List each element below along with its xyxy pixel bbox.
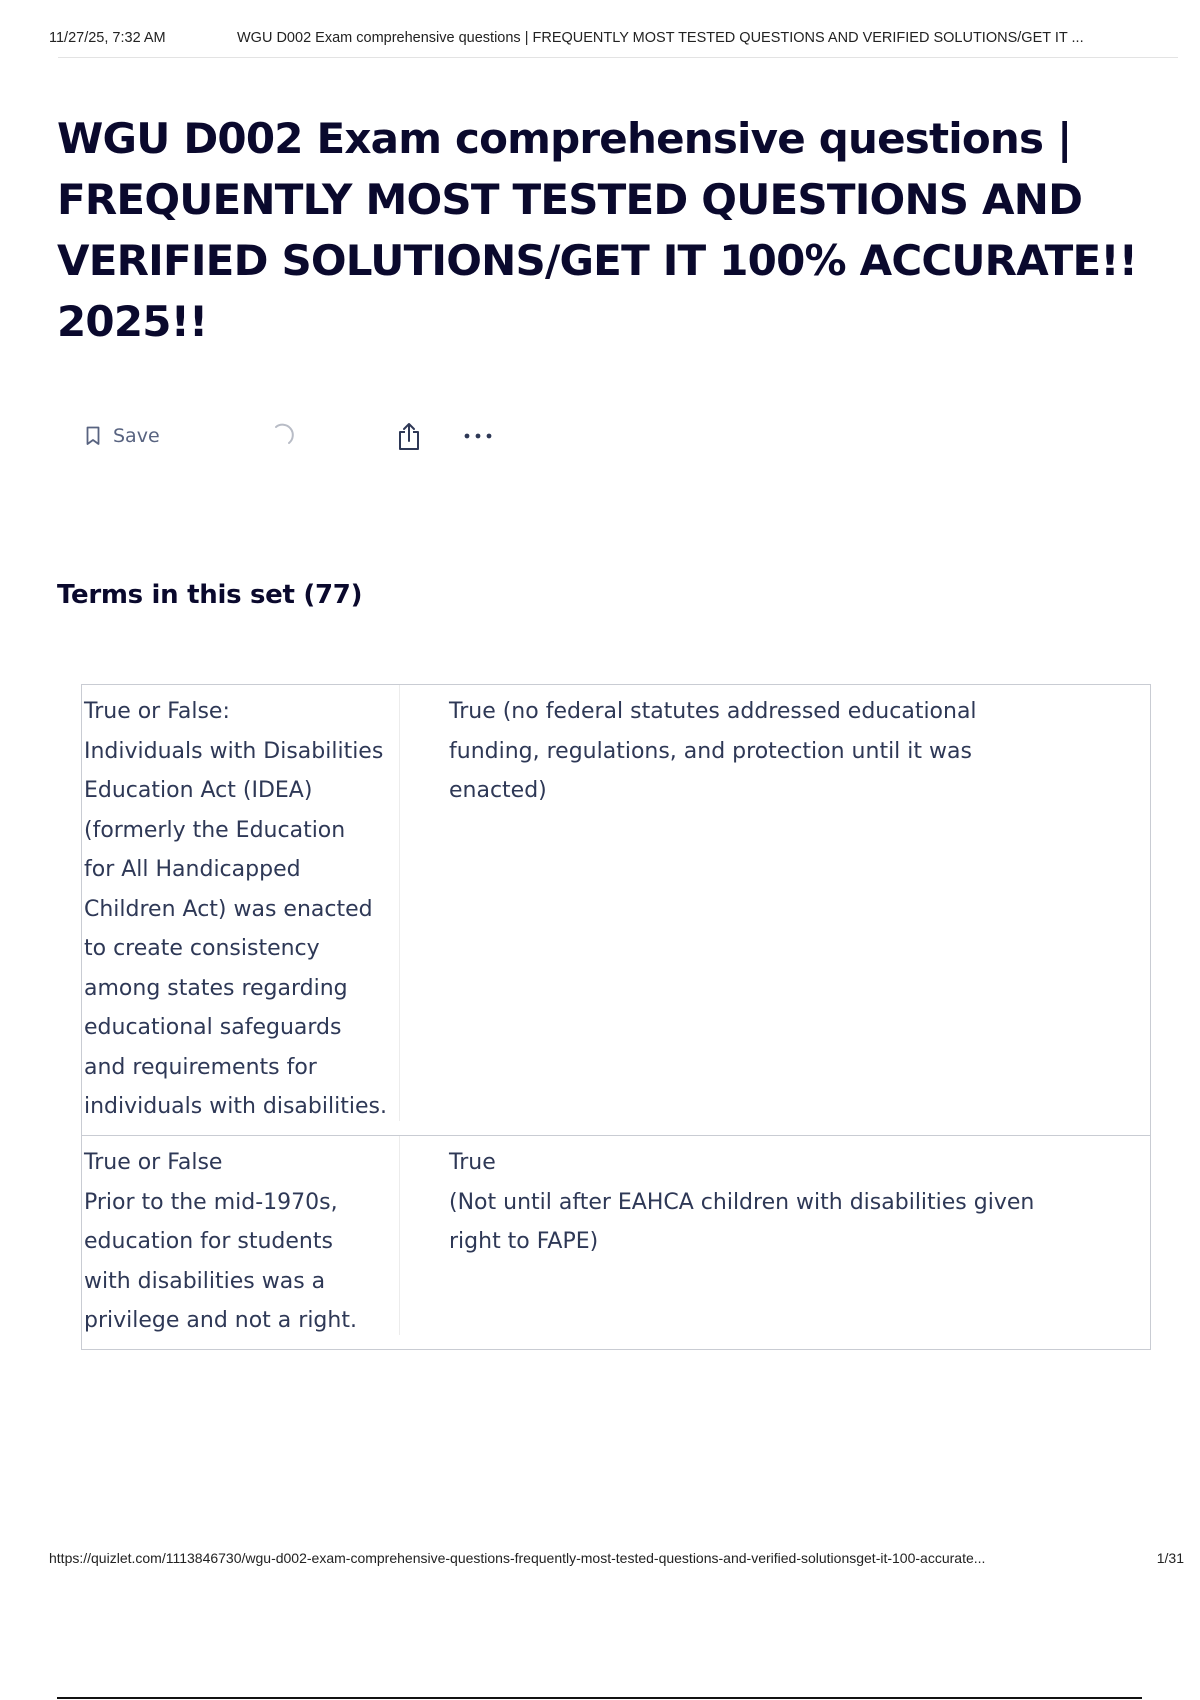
- term-text: True or False Prior to the mid-1970s, education for students with disabilities was a privilege and not a right.: [82, 1136, 400, 1335]
- save-button[interactable]: [85, 425, 160, 447]
- page-url: https://quizlet.com/1113846730/wgu-d002-exam-comprehensive-questions-frequently-most-tested-questions-and-verified-solutionsget-it-100-accurate...: [49, 1550, 986, 1566]
- print-footer: [49, 1550, 1184, 1566]
- term-text: True or False: Individuals with Disabilities Education Act (IDEA) (formerly the Education for All Handicapped Children Act) was enacted to create consistency among states regarding educational safeguards and requirements for individuals with disabilities.: [82, 685, 400, 1121]
- page-title: WGU D002 Exam comprehensive questions | FREQUENTLY MOST TESTED QUESTIONS AND VERIFIED SOLUTIONS/GET IT 100% ACCURATE!! 2025!!: [57, 114, 1138, 346]
- print-date: 11/27/25, 7:32 AM: [49, 30, 166, 46]
- save-label: Save: [113, 425, 160, 447]
- bookmark-icon: [85, 426, 101, 446]
- loading-spinner-icon: [270, 423, 296, 449]
- definition-text: True (Not until after EAHCA children with disabilities given right to FAPE): [449, 1150, 1035, 1254]
- share-button[interactable]: [393, 420, 425, 452]
- page-number: 1/31: [1156, 1550, 1184, 1566]
- definition-text: True (no federal statutes addressed educational funding, regulations, and protection until it was enacted): [449, 699, 977, 803]
- term-card[interactable]: [81, 684, 1151, 1136]
- more-options-button[interactable]: [461, 420, 495, 452]
- set-toolbar: [85, 420, 495, 452]
- header-divider: [58, 57, 1178, 58]
- term-card[interactable]: [81, 1135, 1151, 1350]
- page-bottom-divider: [57, 1697, 1142, 1699]
- print-header: [49, 30, 1179, 46]
- more-options-icon: [463, 432, 493, 440]
- share-icon: [396, 421, 422, 451]
- terms-heading: Terms in this set (77): [57, 580, 363, 610]
- print-doc-title: WGU D002 Exam comprehensive questions | FREQUENTLY MOST TESTED QUESTIONS AND VERIFIED SOLUTIONS/GET IT ...: [237, 30, 1084, 46]
